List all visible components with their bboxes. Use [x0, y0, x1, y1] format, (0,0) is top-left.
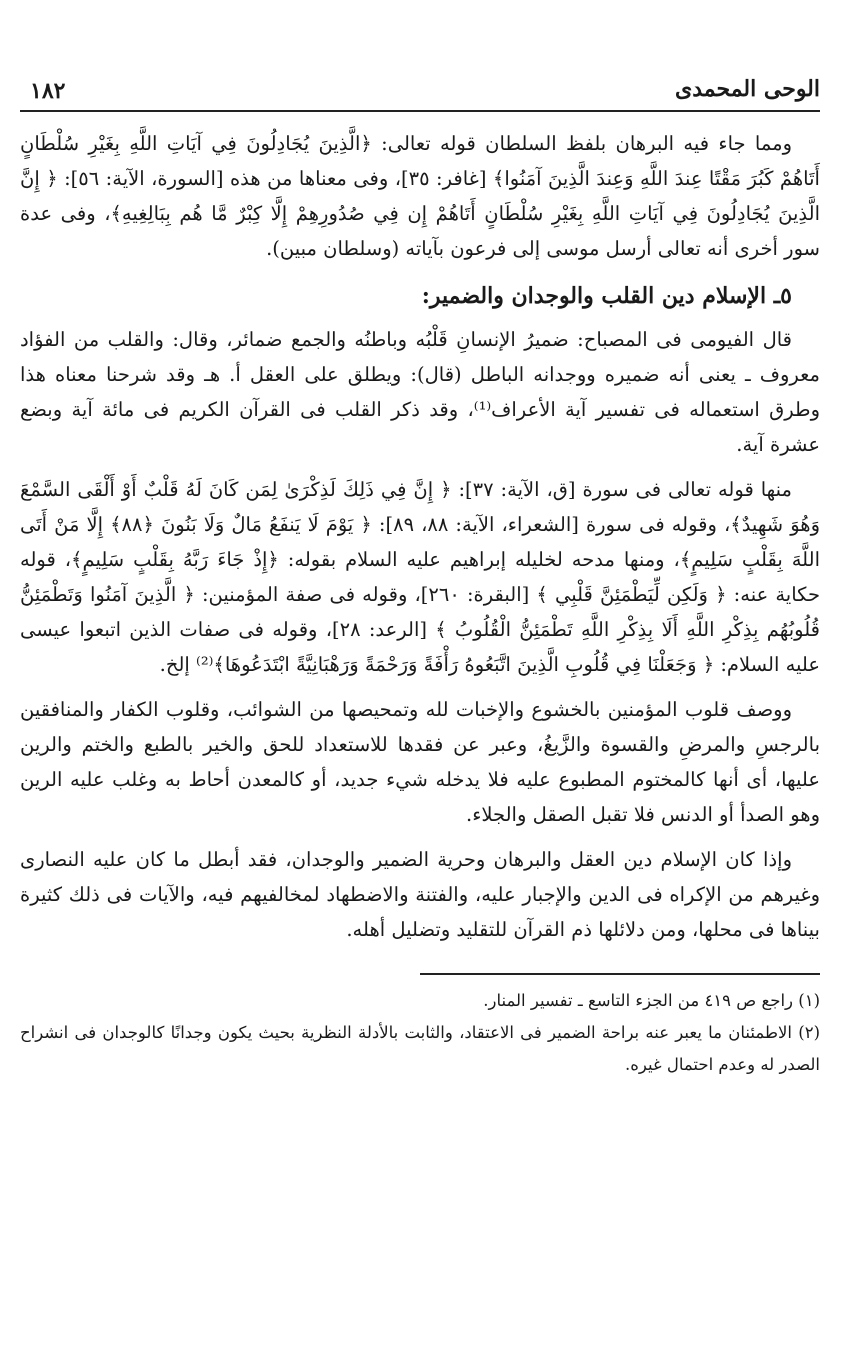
running-header [20, 70, 820, 112]
page-number: ١٨٢ [30, 78, 66, 104]
footnote-2: (٢) الاطمئنان ما يعبر عنه براحة الضمير فى الاعتقاد، والثابت بالأدلة النظرية بحيث يكون وجدانًا كالوجدان فى انشراح الصدر له وعدم احتمال غيره. [20, 1023, 820, 1074]
section-heading: ٥ـ الإسلام دين القلب والوجدان والضمير: [421, 283, 792, 309]
footnote-1: (١) راجع ص ٤١٩ من الجزء التاسع ـ تفسير المنار. [483, 991, 820, 1010]
book-page [20, 70, 820, 1081]
paragraph-fayyumi-definition: قال الفيومى فى المصباح: ضميرُ الإنسانِ قَلْبُه وباطنُه والجمع ضمائر، وقال: والقلب من الفؤاد معروف ـ يعنى أنه ضميره ووجدانه الباطل (قال): ويطلق على العقل أ. هـ وقد شرحنا معناه هذا وطرق استعماله فى تفسير آية الأعراف⁽¹⁾، وقد ذكر القلب فى القرآن الكريم فى مائة آية وبضع عشرة آية. [20, 328, 820, 456]
paragraph-freedom-of-conscience: وإذا كان الإسلام دين العقل والبرهان وحرية الضمير والوجدان، فقد أبطل ما كان عليه النصارى وغيرهم من الإكراه فى الدين والإجبار عليه، والفتنة والاضطهاد لمخالفيهم فيه، والآيات فى ذلك كثيرة بيناها فى محلها، ومن دلائلها ذم القرآن للتقليد وتضليل أهله. [20, 848, 820, 941]
paragraph-hearts-description: ووصف قلوب المؤمنين بالخشوع والإخبات لله وتمحيصها من الشوائب، وقلوب الكفار والمنافقين بالرجسِ والمرضِ والقسوة والزَّيغُ، وعبر عن فقدها للاستعداد للحق والخير بالطبع والختم والرين عليها، أى أنها كالمختوم المطبوع عليه فلا يدخله شيء جديد، أو كالمعدن أحاط به وغلب عليه الرين وهو الصدأ أو الدنس فلا تقبل الصقل والجلاء. [20, 698, 820, 826]
running-title: الوحى المحمدى [675, 76, 820, 102]
footnote-divider [420, 973, 820, 975]
paragraph-sultan-evidence: ومما جاء فيه البرهان بلفظ السلطان قوله تعالى: ﴿الَّذِينَ يُجَادِلُونَ فِي آيَاتِ اللَّهِ بِغَيْرِ سُلْطَانٍ أَتَاهُمْ كَبُرَ مَقْتًا عِندَ اللَّهِ وَعِندَ الَّذِينَ آمَنُوا﴾ [غافر: ٣٥]، وفى معناها من هذه [السورة، الآية: ٥٦]: ﴿ إِنَّ الَّذِينَ يُجَادِلُونَ فِي آيَاتِ اللَّهِ بِغَيْرِ سُلْطَانٍ أَتَاهُمْ إِن فِي صُدُورِهِمْ إِلَّا كِبْرٌ مَّا هُم بِبَالِغِيهِ﴾، وفى عدة سور أخرى أنه تعالى أرسل موسى إلى فرعون بآياته (وسلطان مبين). [20, 132, 820, 260]
paragraph-heart-verses: منها قوله تعالى فى سورة [ق، الآية: ٣٧]: ﴿ إِنَّ فِي ذَلِكَ لَذِكْرَىٰ لِمَن كَانَ لَهُ قَلْبٌ أَوْ أَلْقَى السَّمْعَ وَهُوَ شَهِيدٌ﴾، وقوله فى سورة [الشعراء، الآية: ٨٨، ٨٩]: ﴿ يَوْمَ لَا يَنفَعُ مَالٌ وَلَا بَنُونَ ﴿٨٨﴾ إِلَّا مَنْ أَتَى اللَّهَ بِقَلْبٍ سَلِيمٍ﴾، ومنها مدحه لخليله إبراهيم عليه السلام بقوله: ﴿إِذْ جَاءَ رَبَّهُ بِقَلْبٍ سَلِيمٍ﴾، قوله حكاية عنه: ﴿ وَلَكِن لِّيَطْمَئِنَّ قَلْبِي ﴾ [البقرة: ٢٦٠]، وقوله فى صفة المؤمنين: ﴿ الَّذِينَ آمَنُوا وَتَطْمَئِنُّ قُلُوبُهُم بِذِكْرِ اللَّهِ أَلَا بِذِكْرِ اللَّهِ تَطْمَئِنُّ الْقُلُوبُ ﴾ [الرعد: ٢٨]، وقوله فى صفات الذين اتبعوا عيسى عليه السلام: ﴿ وَجَعَلْنَا فِي قُلُوبِ الَّذِينَ اتَّبَعُوهُ رَأْفَةً وَرَحْمَةً وَرَهْبَانِيَّةً ابْتَدَعُوهَا﴾⁽²⁾ إلخ. [20, 478, 820, 676]
